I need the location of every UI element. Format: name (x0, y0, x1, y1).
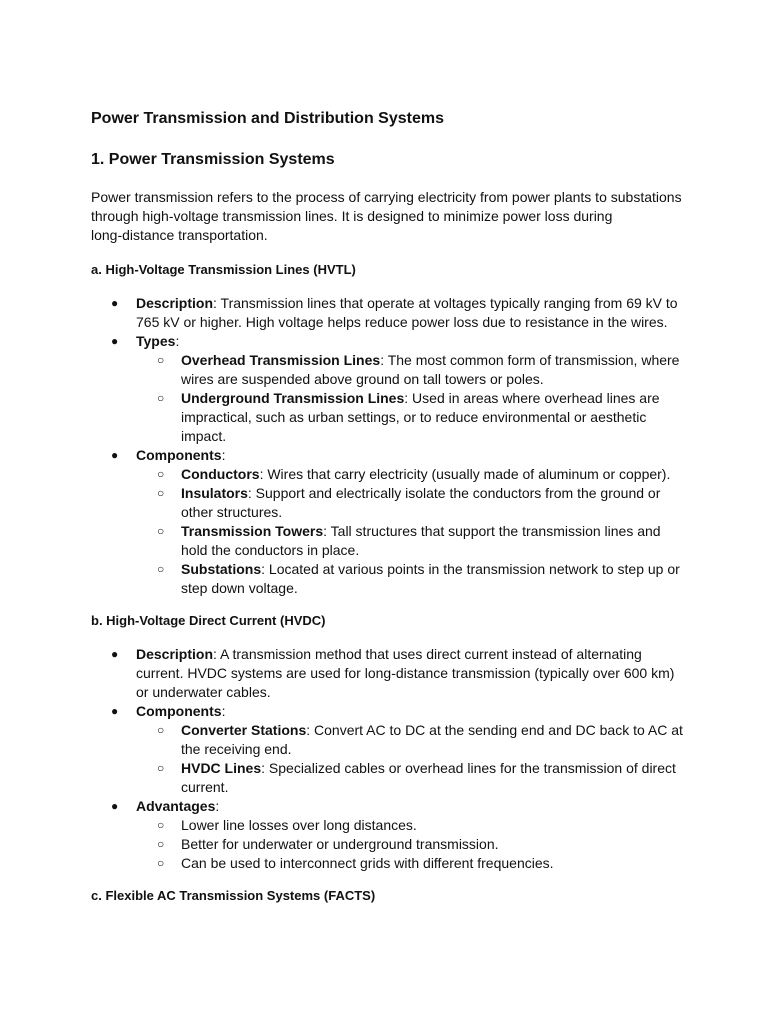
colon: : (175, 333, 180, 349)
item-text-continued: hold the conductors in place. (181, 542, 360, 558)
term-label: HVDC Lines (181, 760, 262, 776)
list-item (91, 645, 691, 664)
sub-list-item (91, 560, 691, 579)
list-item (91, 332, 691, 351)
circle-bullet-icon: ○ (157, 353, 165, 367)
colon: : (221, 447, 226, 463)
term-label: Components (136, 703, 222, 719)
bullet-icon: ● (111, 647, 119, 661)
term-label: Types (136, 333, 176, 349)
subheading-facts: c. Flexible AC Transmission Systems (FACTS) (91, 888, 376, 903)
sub-list-item (91, 759, 691, 778)
item-text-continued: wires are suspended above ground on tall towers or poles. (181, 371, 544, 387)
item-text: : Transmission lines that operate at voltages typically ranging from 69 kV to (213, 295, 678, 311)
circle-bullet-icon: ○ (157, 856, 165, 870)
sub-list-item (91, 484, 691, 503)
item-text-continued: step down voltage. (181, 580, 298, 596)
subheading-hvtl: a. High-Voltage Transmission Lines (HVTL) (91, 262, 356, 277)
circle-bullet-icon: ○ (157, 486, 165, 500)
sub-list-item (91, 389, 691, 408)
intro-line: through high-voltage transmission lines. It is designed to minimize power loss during (91, 208, 613, 224)
item-text: : Located at various points in the transmission network to step up or (261, 561, 680, 577)
list-item (91, 702, 691, 721)
circle-bullet-icon: ○ (157, 524, 165, 538)
term-label: Overhead Transmission Lines (181, 352, 381, 368)
bullet-icon: ● (111, 799, 119, 813)
term-label: Conductors (181, 466, 260, 482)
item-text-continued: impact. (181, 428, 227, 444)
circle-bullet-icon: ○ (157, 818, 165, 832)
sub-list-item (91, 835, 691, 854)
sub-list-item (91, 854, 691, 873)
item-text: Better for underwater or underground transmission. (181, 836, 499, 852)
item-text: Lower line losses over long distances. (181, 817, 417, 833)
sub-list-item (91, 721, 691, 740)
term-label: Description (136, 295, 214, 311)
document-title: Power Transmission and Distribution Systems (91, 110, 444, 127)
intro-line: Power transmission refers to the process of carrying electricity from power plants to substations (91, 189, 682, 205)
term-label: Underground Transmission Lines (181, 390, 405, 406)
term-label: Converter Stations (181, 722, 307, 738)
item-text-continued: 765 kV or higher. High voltage helps reduce power loss due to resistance in the wires. (136, 314, 668, 330)
colon: : (221, 703, 226, 719)
colon: : (215, 798, 220, 814)
bullet-icon: ● (111, 704, 119, 718)
item-text-continued: current. (181, 779, 229, 795)
term-label: Advantages (136, 798, 216, 814)
term-label: Insulators (181, 485, 248, 501)
term-label: Transmission Towers (181, 523, 324, 539)
circle-bullet-icon: ○ (157, 723, 165, 737)
sub-list-item (91, 816, 691, 835)
item-text: : Support and electrically isolate the conductors from the ground or (247, 485, 661, 501)
item-text: : The most common form of transmission, where (380, 352, 680, 368)
circle-bullet-icon: ○ (157, 391, 165, 405)
hvdc-list (91, 645, 691, 873)
list-item (91, 294, 691, 313)
bullet-icon: ● (111, 296, 119, 310)
hvtl-list (91, 294, 691, 598)
term-label: Components (136, 447, 222, 463)
term-label: Description (136, 646, 214, 662)
item-text-continued: other structures. (181, 504, 283, 520)
list-item (91, 446, 691, 465)
item-text-continued: the receiving end. (181, 741, 292, 757)
circle-bullet-icon: ○ (157, 467, 165, 481)
sub-list-item (91, 465, 691, 484)
section-heading-transmission: 1. Power Transmission Systems (91, 151, 335, 168)
item-text: : Convert AC to DC at the sending end and DC back to AC at (306, 722, 683, 738)
item-text-continued: impractical, such as urban settings, or to reduce environmental or aesthetic (181, 409, 647, 425)
item-text: : A transmission method that uses direct current instead of alternating (213, 646, 642, 662)
sub-list-item (91, 351, 691, 370)
intro-paragraph (91, 188, 691, 245)
circle-bullet-icon: ○ (157, 562, 165, 576)
item-text: : Tall structures that support the transmission lines and (323, 523, 661, 539)
bullet-icon: ● (111, 448, 119, 462)
bullet-icon: ● (111, 334, 119, 348)
item-text: : Wires that carry electricity (usually made of aluminum or copper). (259, 466, 671, 482)
item-text: : Used in areas where overhead lines are (404, 390, 660, 406)
item-text-continued: or underwater cables. (136, 684, 271, 700)
list-item (91, 797, 691, 816)
circle-bullet-icon: ○ (157, 761, 165, 775)
intro-line: long-distance transportation. (91, 227, 268, 243)
item-text-continued: current. HVDC systems are used for long-distance transmission (typically over 600 km) (136, 665, 675, 681)
item-text: : Specialized cables or overhead lines for the transmission of direct (261, 760, 676, 776)
subheading-hvdc: b. High-Voltage Direct Current (HVDC) (91, 613, 326, 628)
sub-list-item (91, 522, 691, 541)
item-text: Can be used to interconnect grids with different frequencies. (181, 855, 554, 871)
term-label: Substations (181, 561, 262, 577)
circle-bullet-icon: ○ (157, 837, 165, 851)
